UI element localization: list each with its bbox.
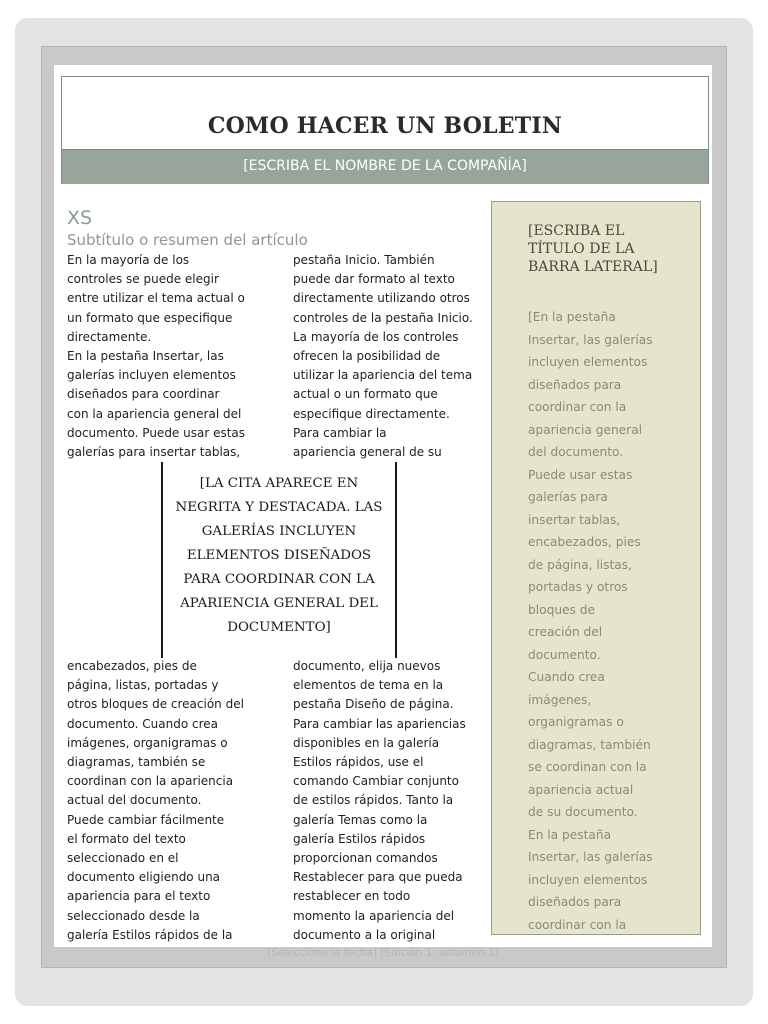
newsletter-title[interactable]: COMO HACER UN BOLETIN [207, 113, 563, 139]
footer-date-edition[interactable]: [Seleccione la fecha] [Edición 1, volumen 1] [267, 947, 499, 959]
article-column-2-top[interactable]: pestaña Inicio. También puede dar formato al texto directamente utilizando otros controles de la pestaña Inicio. La mayoría de los controles ofrecen la posibilidad de utilizar la apariencia del tema actual o un formato que especifique directamente. Para cambiar la apariencia general de su [293, 253, 473, 460]
article-column-2-bottom[interactable]: documento, elija nuevos elementos de tema en la pestaña Diseño de página. Para cambiar las apariencias disponibles en la galería Estilos rápidos, use el comando Cambiar conjunto de estilos rápidos. Tanto la galería Temas como la galería Estilos rápidos proporcionan comandos Restablecer para que pueda restablecer en todo momento la apariencia del documento a la original [293, 659, 466, 942]
sidebar-box [491, 201, 701, 935]
article-subtitle[interactable]: Subtítulo o resumen del artículo [67, 231, 308, 249]
company-name-placeholder[interactable]: [ESCRIBA EL NOMBRE DE LA COMPAÑÍA] [243, 158, 527, 174]
masthead [61, 76, 709, 184]
pull-quote-right-rule [395, 462, 397, 658]
article-title[interactable]: XS [67, 207, 93, 229]
pull-quote[interactable]: [LA CITA APARECE EN NEGRITA Y DESTACADA. LAS GALERÍAS INCLUYEN ELEMENTOS DISEÑADOS PARA COORDINAR CON LA APARIENCIA GENERAL DEL DOCUMENTO] [175, 476, 383, 635]
sidebar-body[interactable]: [En la pestaña Insertar, las galerías incluyen elementos diseñados para coordinar con la apariencia general del documento. Puede usar estas galerías para insertar tablas, encabezados, pies de página, listas, portadas y otros bloques de creación del documento. Cuando crea imágenes, organigramas o diagramas, también se coordinan con la apariencia actual de su documento. En la pestaña Insertar, las galerías incluyen elementos diseñados para coordinar con la [528, 310, 653, 932]
pull-quote-left-rule [161, 462, 163, 658]
article-column-1-top[interactable]: En la mayoría de los controles se puede elegir entre utilizar el tema actual o un formato que especifique directamente. En la pestaña Insertar, las galerías incluyen elementos diseñados para coordinar con la apariencia general del documento. Puede usar estas galerías para insertar tablas, [67, 253, 246, 460]
sidebar-title[interactable]: [ESCRIBA EL TÍTULO DE LA BARRA LATERAL] [528, 223, 658, 275]
article-column-1-bottom[interactable]: encabezados, pies de página, listas, portadas y otros bloques de creación del documento. Cuando crea imágenes, organigramas o diagramas, también se coordinan con la apariencia actual del documento. Puede cambiar fácilmente el formato del texto seleccionado en el documento eligiendo una apariencia para el texto seleccionado desde la galería Estilos rápidos de la [67, 659, 244, 942]
company-name-band [62, 149, 708, 184]
